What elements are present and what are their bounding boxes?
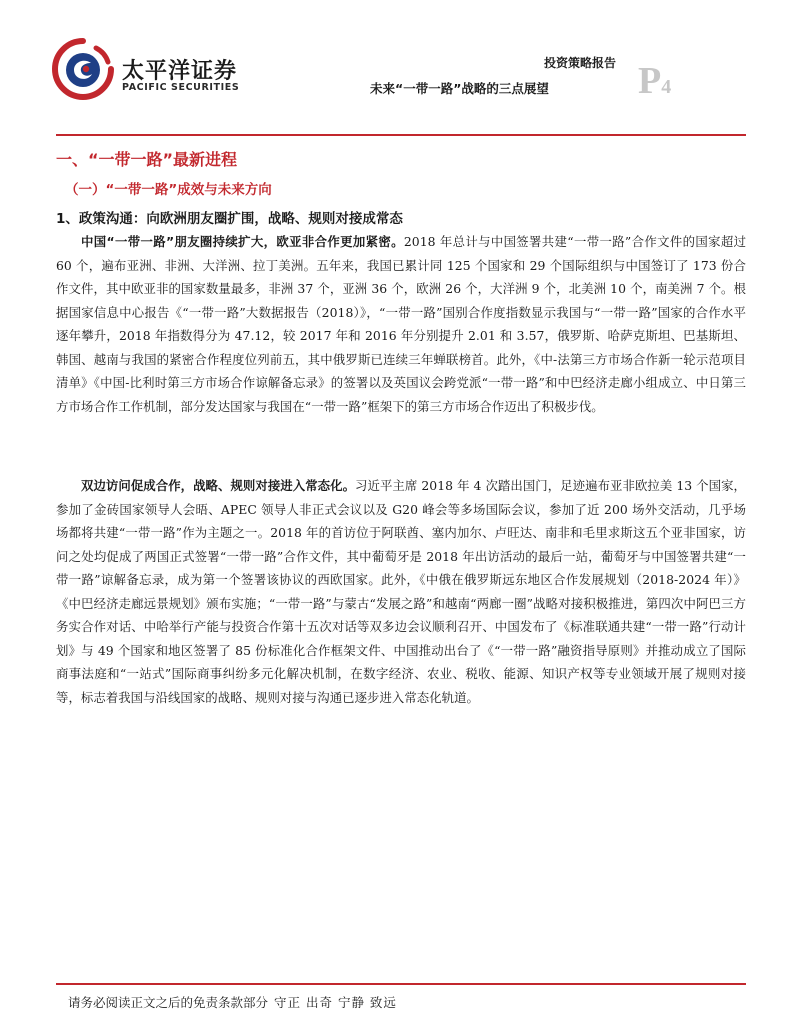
page-digit: 4 [661,76,672,98]
paragraph-1-lead: 中国“一带一路”朋友圈持续扩大，欧亚非合作更加紧密。 [81,234,404,249]
page-letter: P [638,60,662,102]
footer-motto: 守正 出奇 宁静 致远 [274,995,397,1010]
pacific-securities-logo-icon [50,36,116,102]
report-title: 未来“一带一路”战略的三点展望 [370,81,549,96]
brand-name-cn: 太平洋证券 [122,59,238,84]
page-header [0,0,800,140]
paragraph-2-body: 习近平主席 2018 年 4 次踏出国门，足迹遍布亚非欧拉美 13 个国家，参加了金砖国家领导人会晤、APEC 领导人非正式会议以及 G20 峰会等多场国际会议，参加了近 200 场外交活动，几乎场场都将共建“一带一路”作为主题之一。2018 年的首访位于阿联酋、塞内加尔、卢旺达、南非和毛里求斯这五个亚非国家，访问之处均促成了两国正式签署“一带一路”合作文件，其中葡萄牙是 2018 年出访活动的最后一站，葡萄牙与中国签署共建“一带一路”谅解备忘录，成为第一个签署该协议的西欧国家。此外，《中俄在俄罗斯远东地区合作发展规划（2018-2024 年）》《中巴经济走廊远景规划》颁布实施；“一带一路”与蒙古“发展之路”和越南“两廊一圈”战略对接积极推进，第四次中阿巴三方务实合作对话、中哈举行产能与投资合作第十五次对话等双多边会议顺利召开、中国发布了《标准联通共建“一带一路”行动计划》与 49 个国家和地区签署了 85 份标准化合作框架文件、中国推动出台了《“一带一路”融资指导原则》并推动成立了国际商事法庭和“一站式”国际商事纠纷多元化解决机制，在数字经济、农业、税收、能源、知识产权等专业领域开展了规则对接等，标志着我国与沿线国家的战略、规则对接与沟通已逐步进入常态化轨道。 [56,478,746,705]
header-divider [56,134,746,136]
section-heading: 一、“一带一路”最新进程 [56,150,238,169]
report-type: 投资策略报告 [544,56,617,70]
subsection-heading: （一）“一带一路”成效与未来方向 [65,182,272,198]
paragraph-2 [56,474,746,709]
page-number [638,62,671,100]
page-footer [68,993,397,1011]
footer-divider [56,983,746,985]
paragraph-1 [56,230,746,418]
topic-heading: 1、政策沟通：向欧洲朋友圈扩围，战略、规则对接成常态 [56,211,403,227]
paragraph-1-body: 2018 年总计与中国签署共建“一带一路”合作文件的国家超过 60 个，遍布亚洲、非洲、大洋洲、拉丁美洲。五年来，我国已累计同 125 个国家和 29 个国际组织与中国签订了 173 份合作文件，其中欧亚非的国家数量最多，非洲 37 个，亚洲 36 个，欧洲 26 个，大洋洲 9 个，北美洲 10 个，南美洲 7 个。根据国家信息中心报告《“一带一路”大数据报告（2018）》，“一带一路”国别合作度指数显示我国与“一带一路”国家的合作水平逐年攀升，2018 年指数得分为 47.12，较 2017 年和 2016 年分别提升 2.01 和 3.57，俄罗斯、哈萨克斯坦、巴基斯坦、韩国、越南与我国的紧密合作程度位列前五，其中俄罗斯已连续三年蝉联榜首。此外，《中-法第三方市场合作新一轮示范项目清单》《中国-比利时第三方市场合作谅解备忘录》的签署以及英国议会跨党派“一带一路”和中巴经济走廊小组成立、中日第三方市场合作工作机制，部分发达国家与我国在“一带一路”框架下的第三方市场合作迈出了积极步伐。 [56,234,747,414]
paragraph-2-lead: 双边访问促成合作，战略、规则对接进入常态化。 [81,478,356,493]
brand-name-en: PACIFIC SECURITIES [122,82,240,93]
footer-disclaimer: 请务必阅读正文之后的免责条款部分 [68,995,269,1010]
